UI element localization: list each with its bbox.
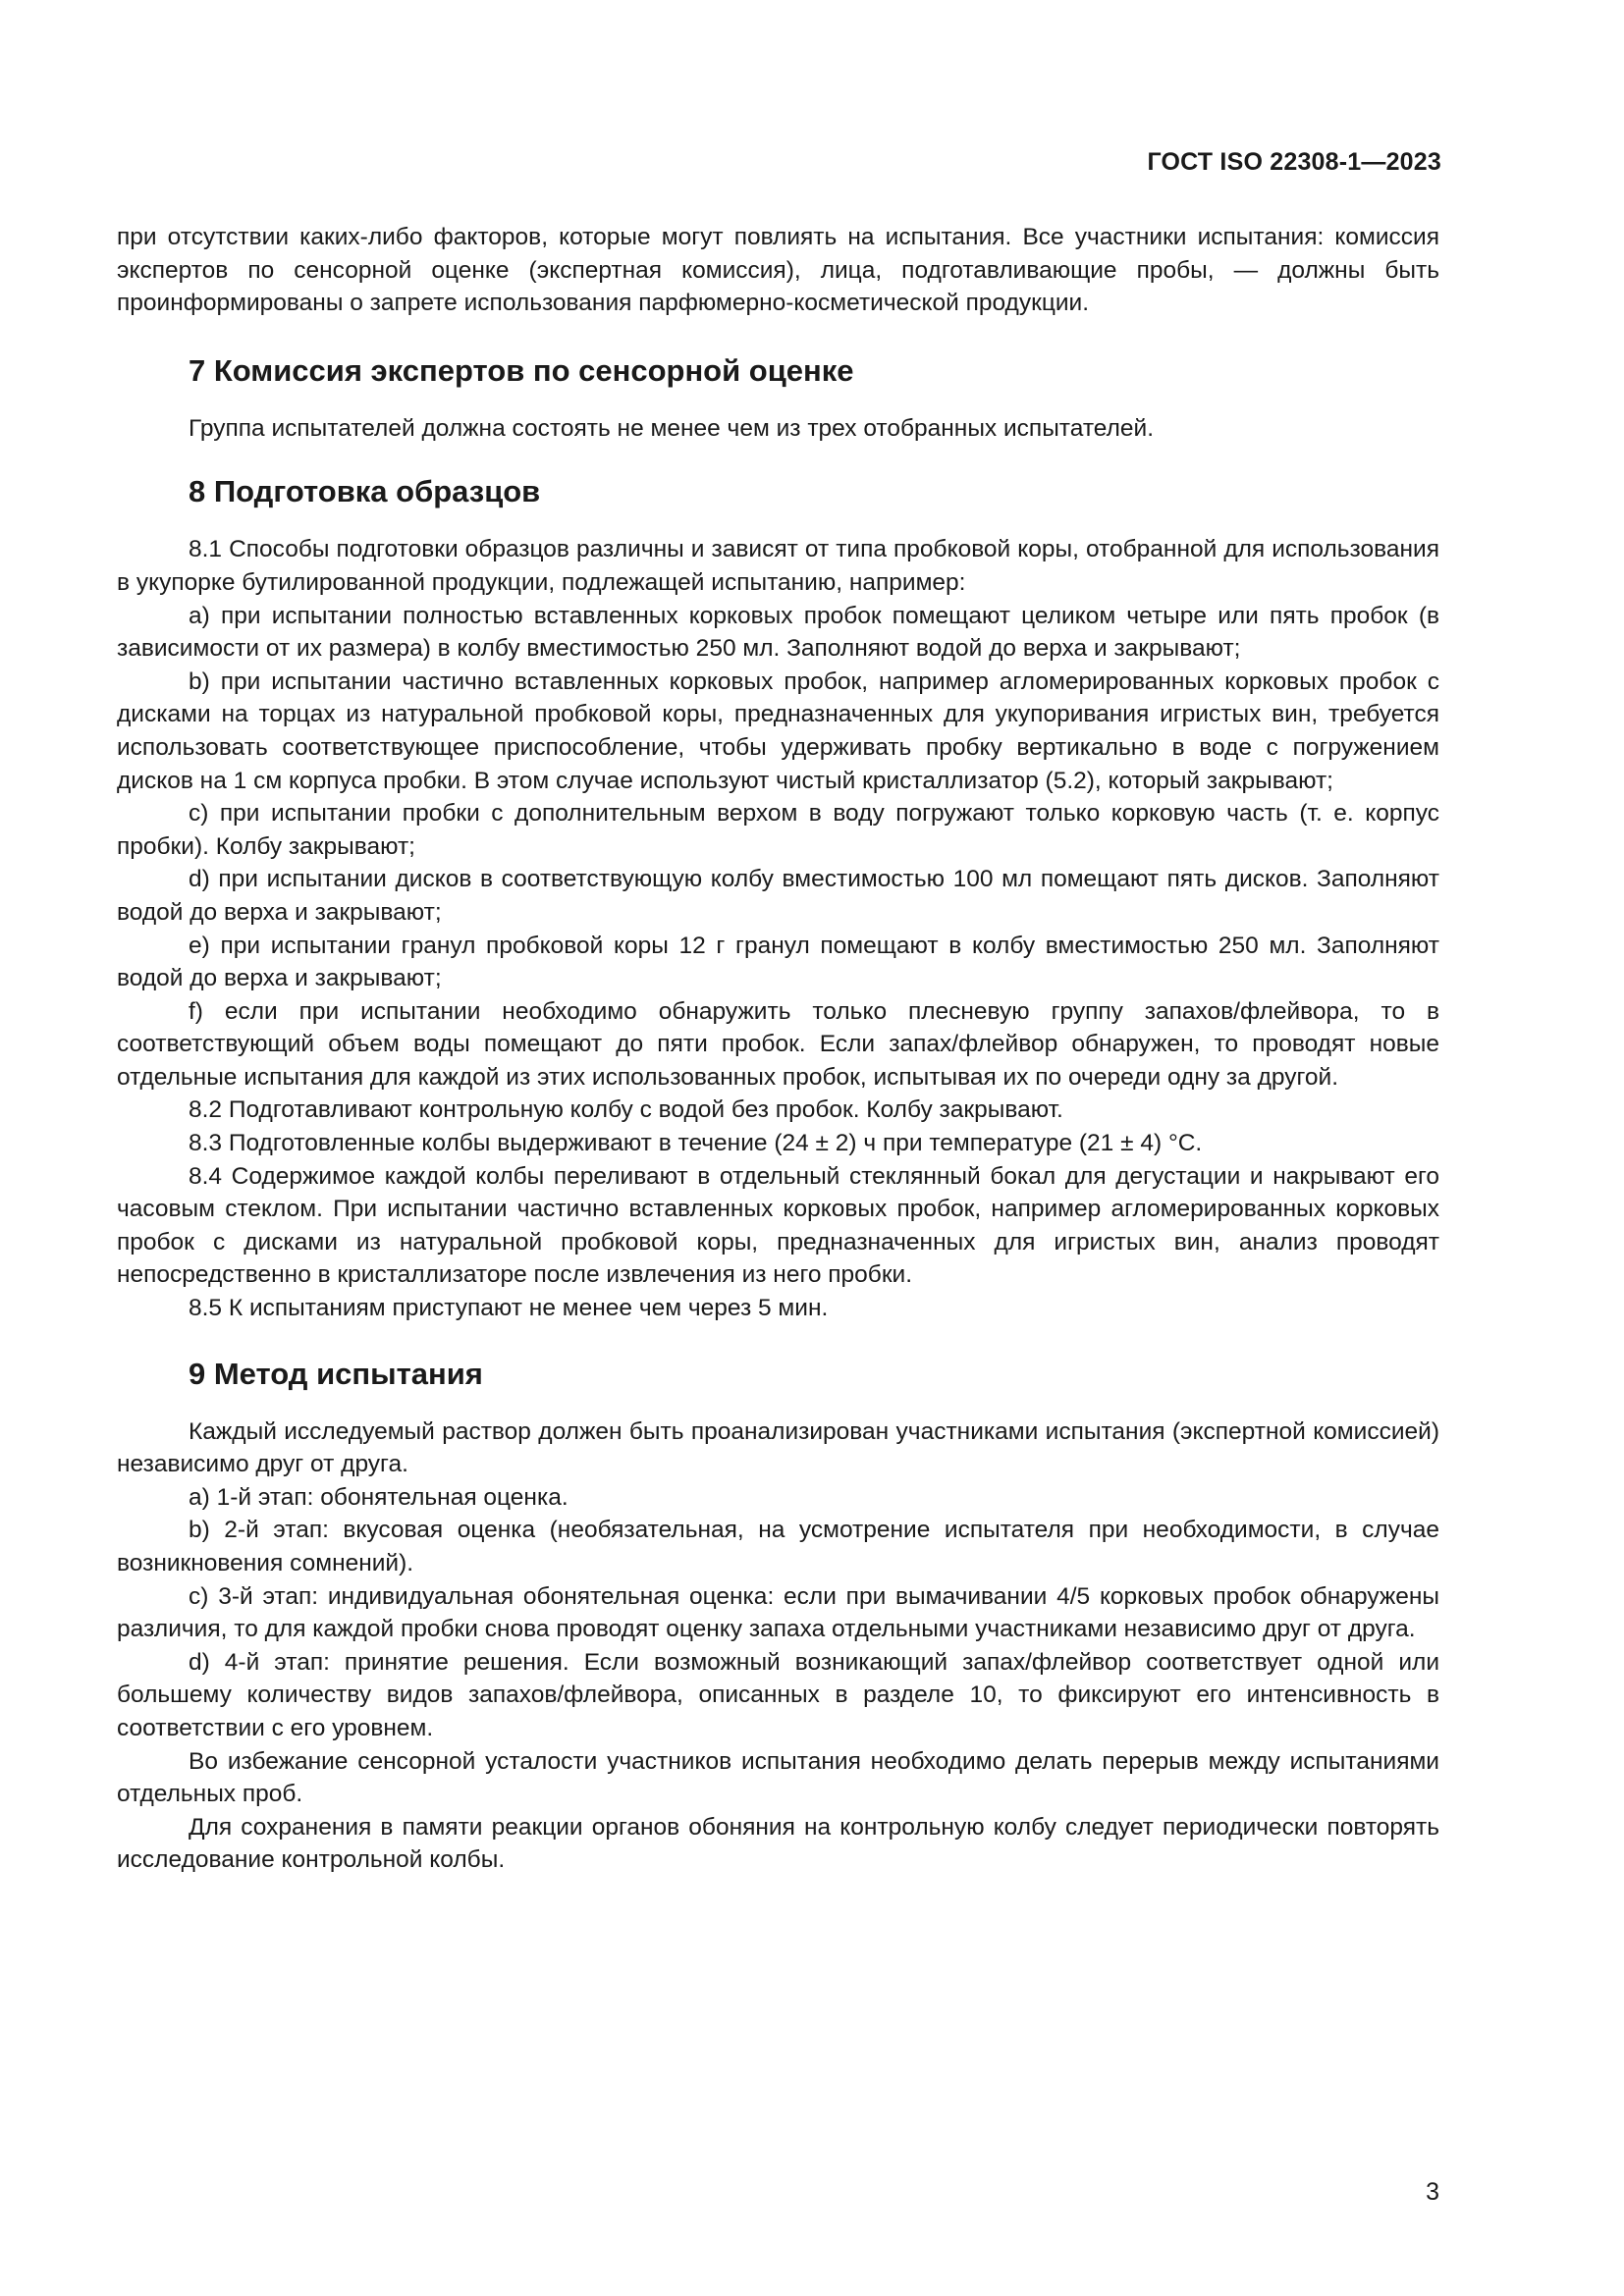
stage-a: a) 1-й этап: обонятельная оценка.: [189, 1483, 568, 1511]
clause-8-1-f: f) если при испытании необходимо обнаружить только плесневую группу запахов/флейвора, то в соответствующий объем воды помещают до пяти пробок. Если запах/флейвор обнаружен, то проводят новые отдельные испытания для каждой из этих использованных пробок, испытывая их по очереди одну за другой.: [117, 997, 1439, 1091]
clause-8-1-e: e) при испытании гранул пробковой коры 12 г гранул помещают в колбу вместимостью 250 мл. Заполняют водой до верха и закрывают;: [117, 932, 1439, 992]
section-8-heading: 8 Подготовка образцов: [189, 474, 541, 509]
document-code-header: ГОСТ ISO 22308-1—2023: [1147, 148, 1441, 176]
stage-c: c) 3-й этап: индивидуальная обонятельная оценка: если при вымачивании 4/5 корковых пробок обнаружены различия, то для каждой пробки снова проводят оценку запаха отдельными участниками независимо друг от друга.: [117, 1582, 1439, 1643]
section-9-control-paragraph: Для сохранения в памяти реакции органов обоняния на контрольную колбу следует периодически повторять исследование контрольной колбы.: [117, 1813, 1439, 1874]
section-7-heading: 7 Комиссия экспертов по сенсорной оценке: [189, 352, 854, 388]
stage-d: d) 4-й этап: принятие решения. Если возможный возникающий запах/флейвор соответствует одной или большему количеству видов запахов/флейвора, описанных в разделе 10, то фиксируют его интенсивность в соответствии с его уровнем.: [117, 1648, 1439, 1741]
clause-8-1-a: a) при испытании полностью вставленных корковых пробок помещают целиком четыре или пять пробок (в зависимости от их размера) в колбу вместимостью 250 мл. Заполняют водой до верха и закрывают;: [117, 602, 1439, 663]
clause-8-1-b: b) при испытании частично вставленных корковых пробок, например агломерированных корковых пробок с дисками на торцах из натуральной пробковой коры, предназначенных для укупоривания игристых вин, требуется использовать соответствующее приспособление, чтобы удерживать пробку вертикально в воде с погружением дисков на 1 см корпуса пробки. В этом случае используют чистый кристаллизатор (5.2), который закрывают;: [117, 667, 1439, 794]
page-number: 3: [1426, 2178, 1439, 2206]
clause-8-2: 8.2 Подготавливают контрольную колбу с водой без пробок. Колбу закрывают.: [189, 1096, 1063, 1124]
page-body: [117, 221, 1439, 1877]
clause-8-1-d: d) при испытании дисков в соответствующую колбу вместимостью 100 мл помещают пять дисков. Заполняют водой до верха и закрывают;: [117, 866, 1439, 926]
clause-8-4: 8.4 Содержимое каждой колбы переливают в отдельный стеклянный бокал для дегустации и накрывают его часовым стеклом. При испытании частично вставленных корковых пробок, например агломерированных корковых пробок с дисками из натуральной пробковой коры, предназначенных для игристых вин, анализ проводят непосредственно в кристаллизаторе после извлечения из него пробки.: [117, 1162, 1439, 1289]
clause-8-3: 8.3 Подготовленные колбы выдерживают в течение (24 ± 2) ч при температуре (21 ± 4) °C.: [189, 1130, 1203, 1157]
stage-b: b) 2-й этап: вкусовая оценка (необязательная, на усмотрение испытателя при необходимости, в случае возникновения сомнений).: [117, 1517, 1439, 1576]
intro-paragraph: при отсутствии каких-либо факторов, которые могут повлиять на испытания. Все участники испытания: комиссия экспертов по сенсорной оценке (экспертная комиссия), лица, подготавливающие пробы, — должны быть проинформированы о запрете использования парфюмерно-косметической продукции.: [117, 224, 1439, 317]
section-7-paragraph: Группа испытателей должна состоять не менее чем из трех отобранных испытателей.: [189, 414, 1155, 442]
clause-8-5: 8.5 К испытаниям приступают не менее чем через 5 мин.: [189, 1295, 829, 1322]
section-9-intro: Каждый исследуемый раствор должен быть проанализирован участниками испытания (экспертной комиссией) независимо друг от друга.: [117, 1417, 1439, 1478]
clause-8-1-c: c) при испытании пробки с дополнительным верхом в воду погружают только корковую часть (т. е. корпус пробки). Колбу закрывают;: [117, 800, 1439, 860]
clause-8-1: 8.1 Способы подготовки образцов различны и зависят от типа пробковой коры, отобранной для использования в укупорке бутилированной продукции, подлежащей испытанию, например:: [117, 536, 1439, 596]
section-9-fatigue-paragraph: Во избежание сенсорной усталости участников испытания необходимо делать перерыв между испытаниями отдельных проб.: [117, 1747, 1439, 1808]
section-9-heading: 9 Метод испытания: [189, 1356, 483, 1391]
